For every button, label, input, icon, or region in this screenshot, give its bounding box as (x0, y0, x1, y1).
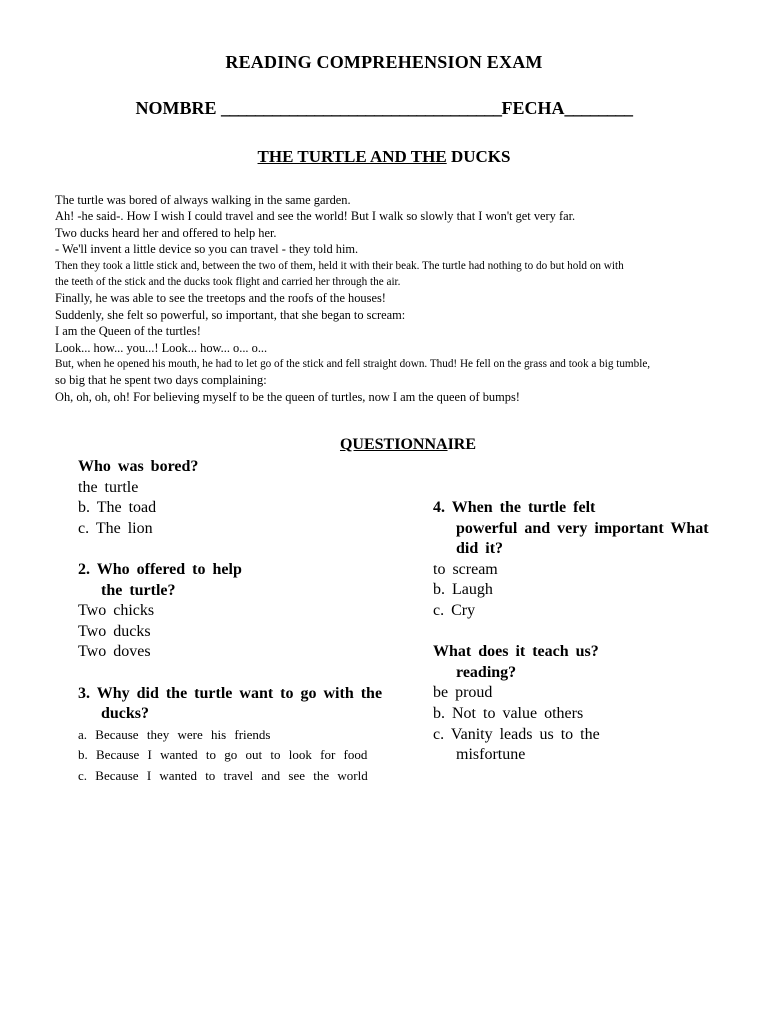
story-line: Two ducks heard her and offered to help her. (55, 225, 277, 240)
questionnaire-title-rest: IRE (447, 436, 477, 453)
story-title-underlined: THE TURTLE AND THE (257, 147, 447, 166)
story-line: Ah! -he said-. How I wish I could travel and see the world! But I walk so slowly that I won't get very far. (55, 209, 576, 224)
story-line: But, when he opened his mouth, he had to let go of the stick and fell straight down. Thud! He fell on the grass and took a big tumble, (55, 358, 651, 371)
questionnaire-title (0, 436, 768, 454)
spacer (78, 539, 382, 560)
answer-4b: b. Laugh (433, 581, 493, 599)
questionnaire-title-underlined: QUESTIONNA (339, 436, 448, 453)
story-line: I am the Queen of the turtles! (55, 324, 201, 339)
name-date-row (0, 98, 768, 119)
question-4-cont2: did it? (456, 540, 504, 558)
question-2-cont: the turtle? (101, 581, 176, 599)
spacer (78, 663, 382, 684)
name-label: NOMBRE (135, 98, 217, 118)
story-text (55, 192, 755, 405)
story-line: The turtle was bored of always walking in the same garden. (55, 193, 351, 207)
answer-2a: Two chicks (78, 602, 155, 620)
story-line: Then they took a little stick and, between the two of them, held it with their beak. The turtle had nothing to do but hold on with (55, 259, 624, 272)
story-line: Finally, he was able to see the treetops and the roofs of the houses! (55, 291, 386, 306)
answer-5b: b. Not to value others (433, 704, 584, 722)
answer-4a: to scream (433, 560, 498, 578)
answer-5c-cont: misfortune (456, 746, 526, 764)
story-line: the teeth of the stick and the ducks took flight and carried her through the air. (55, 276, 401, 289)
story-title (0, 147, 768, 167)
answer-3b: b. Because I wanted to go out to look for food (78, 747, 368, 763)
answer-4c: c. Cry (433, 601, 476, 619)
story-line: Look... how... you...! Look... how... o... o... (55, 340, 268, 355)
question-5-cont: reading? (456, 663, 517, 681)
story-title-rest: DUCKS (446, 147, 511, 166)
question-2: 2. Who offered to help (78, 560, 242, 578)
story-line: - We'll invent a little device so you can travel - they told him. (55, 242, 359, 257)
exam-title: READING COMPREHENSION EXAM (225, 52, 543, 72)
answer-3a: a. Because they were his friends (78, 726, 271, 742)
answer-5a: be proud (433, 684, 493, 702)
date-label: FECHA (501, 98, 565, 118)
question-1: Who was bored? (78, 458, 199, 475)
question-3-cont: ducks? (101, 705, 150, 723)
answer-1b: b. The toad (78, 499, 157, 517)
questions-right-column (433, 498, 709, 766)
answer-2b: Two ducks (78, 622, 151, 640)
question-3: 3. Why did the turtle want to go with the (78, 684, 383, 702)
question-4-cont: powerful and very important What (456, 519, 709, 537)
answer-1c: c. The lion (78, 519, 153, 537)
answer-1a: the turtle (78, 478, 139, 496)
answer-5c: c. Vanity leads us to the (433, 725, 600, 743)
date-blank: ________ (564, 98, 633, 118)
answer-3c: c. Because I wanted to travel and see the world (78, 767, 368, 783)
story-line: so big that he spent two days complaining: (55, 373, 267, 388)
answer-2c: Two doves (78, 643, 151, 661)
story-line: Suddenly, she felt so powerful, so important, that she began to scream: (55, 307, 406, 322)
story-line: Oh, oh, oh, oh! For believing myself to be the queen of turtles, now I am the queen of bumps! (55, 389, 520, 404)
questions-left-column (78, 457, 382, 787)
question-4: 4. When the turtle felt (433, 499, 596, 516)
spacer (433, 622, 709, 643)
question-5: What does it teach us? (433, 643, 599, 661)
name-blank: _________________________________ (221, 98, 502, 118)
